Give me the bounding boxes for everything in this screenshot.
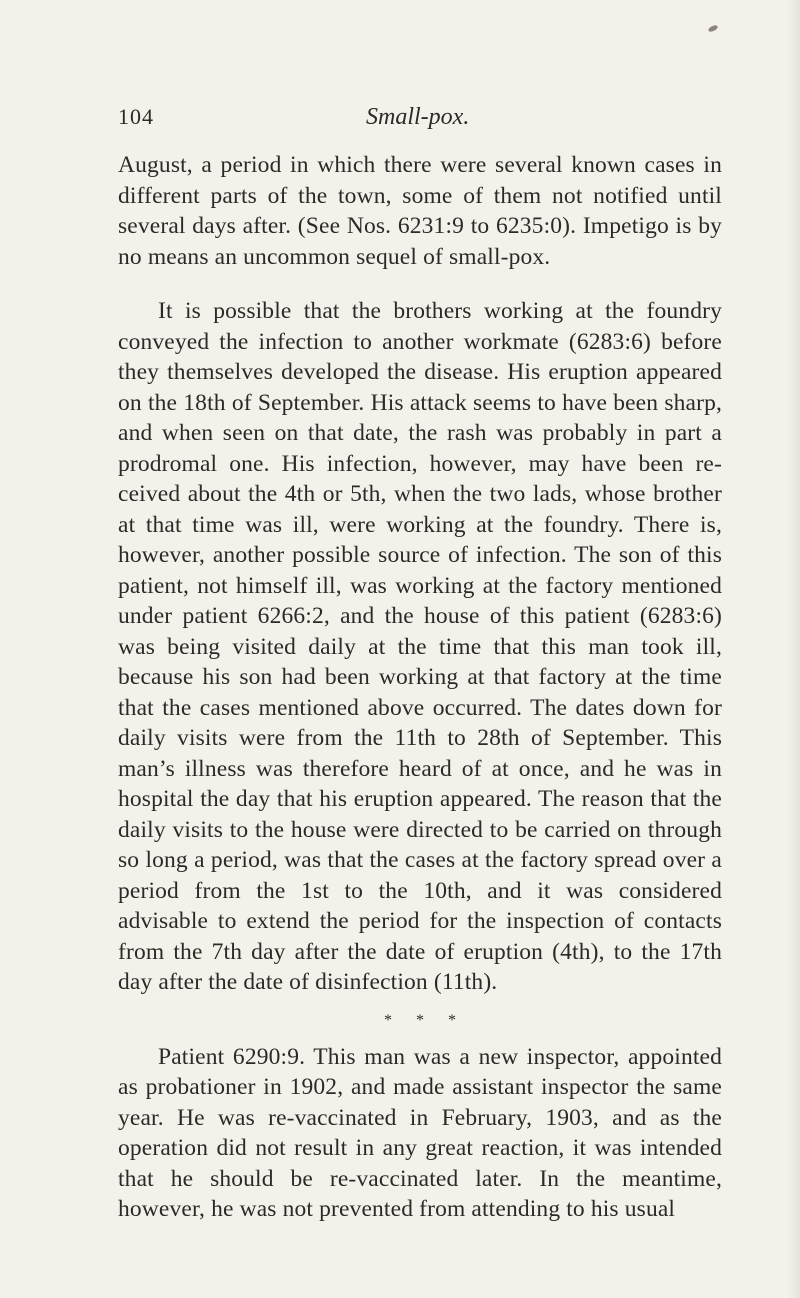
page-header [118, 104, 718, 134]
page-number: 104 [118, 104, 154, 129]
paragraph-continuation: August, a period in which there were several known cases in different parts of the town, some of them not notified until several days after. (See Nos. 6231:9 to 6235:0). Impetigo is by no means an uncommon sequel of small-pox. [118, 152, 722, 270]
section-separator: * * * [384, 1011, 466, 1029]
paragraph-foundry-infection: It is possible that the brothers working at the foundry conveyed the infection to another workmate (6283:6) before they themselves developed the disease. His eruption appeared on the 18th of September. His attack seems to have been sharp, and when seen on that date, the rash was probably in part a prodromal one. His infection, however, may have been re-ceived about the 4th or 5th, when the two lads, whose brother at that time was ill, were working at the foundry. There is, however, another possible source of infection. The son of this patient, not himself ill, was working at the factory mentioned under patient 6266:2, and the house of this patient (6283:6) was being visited daily at the time that this man took ill, because his son had been working at that factory at the time that the cases mentioned above occurred. The dates down for daily visits were from the 11th to 28th of September. This man’s illness was therefore heard of at once, and he was in hospital the day that his eruption appeared. The reason that the daily visits to the house were directed to be carried on through so long a period, was that the cases at the factory spread over a period from the 1st to the 10th, and it was considered advisable to extend the period for the inspection of contacts from the 7th day after the date of eruption (4th), to the 17th day after the date of disinfection (11th). [118, 298, 722, 995]
page-edge-shadow [786, 0, 800, 1298]
paragraph-patient-6290: Patient 6290:9. This man was a new inspector, appointed as probationer in 1902, and made assistant inspector the same year. He was re-vaccinated in February, 1903, and as the operation did not result in any great reaction, it was intended that he should be re-vaccinated later. In the meantime, however, he was not prevented from attending to his usual [118, 1043, 722, 1222]
paper-speck [707, 24, 718, 33]
body-text [118, 150, 722, 1225]
running-title: Small-pox. [366, 104, 470, 130]
